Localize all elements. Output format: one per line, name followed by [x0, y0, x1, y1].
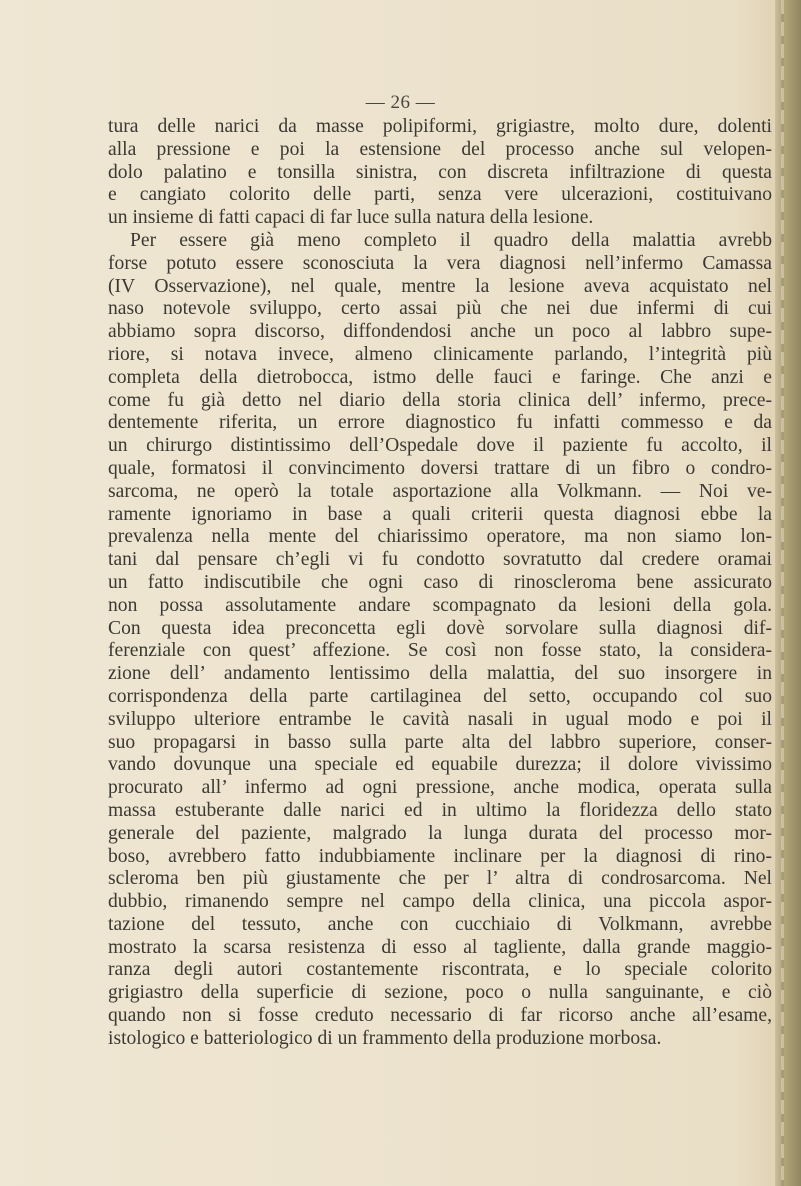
body-text — [108, 116, 772, 1051]
text-line: zione dell’ andamento lentissimo della malattia, del suo insorgere in — [108, 663, 772, 685]
text-line: quale, formatosi il convincimento doversi trattare di un fibro o condro- — [108, 457, 772, 479]
text-line: procurato all’ infermo ad ogni pressione, anche modica, operata sulla — [108, 777, 772, 799]
text-line: tazione del tessuto, anche con cucchiaio di Volkmann, avrebbe — [108, 913, 772, 935]
text-line: forse potuto essere sconosciuta la vera diagnosi nell’infermo Camassa — [108, 252, 772, 274]
text-line: tura delle narici da masse polipiformi, grigiastre, molto dure, dolenti — [108, 116, 772, 137]
text-line: grigiastro della superficie di sezione, poco o nulla sanguinante, e ciò — [108, 982, 772, 1004]
text-line: suo propagarsi in basso sulla parte alta del labbro superiore, conser- — [108, 731, 772, 753]
text-line: prevalenza nella mente del chiarissimo operatore, ma non siamo lon- — [108, 526, 772, 548]
text-line: corrispondenza della parte cartilaginea del setto, occupando col suo — [108, 685, 772, 707]
text-line: ranza degli autori costantemente riscontrata, e lo speciale colorito — [108, 959, 772, 981]
text-line: scleroma ben più giustamente che per l’ altra di condrosarcoma. Nel — [108, 868, 772, 890]
text-line: un fatto indiscutibile che ogni caso di rinoscleroma bene assicurato — [108, 571, 772, 593]
text-line: riore, si notava invece, almeno clinicamente parlando, l’integrità più — [108, 343, 772, 365]
text-line: tani dal pensare ch’egli vi fu condotto sovratutto dal credere oramai — [108, 549, 772, 571]
text-line: sviluppo ulteriore entrambe le cavità nasali in ugual modo e poi il — [108, 708, 772, 730]
text-line: Per essere già meno completo il quadro della malattia avrebb — [130, 229, 772, 251]
text-line: vando dovunque una speciale ed equabile durezza; il dolore vivissimo — [108, 754, 772, 776]
text-line: mostrato la scarsa resistenza di esso al tagliente, dalla grande maggio- — [108, 936, 772, 958]
text-line: generale del paziente, malgrado la lunga durata del processo mor- — [108, 822, 772, 844]
text-line: Con questa idea preconcetta egli dovè sorvolare sulla diagnosi dif- — [108, 617, 772, 639]
text-line: un insieme di fatti capaci di far luce sulla natura della lesione. — [108, 207, 594, 229]
text-line: come fu già detto nel diario della storia clinica dell’ infermo, prece- — [108, 389, 772, 411]
text-line: dolo palatino e tonsilla sinistra, con discreta infiltrazione di questa — [108, 161, 772, 183]
text-line: alla pressione e poi la estensione del processo anche sul velopen- — [108, 138, 772, 160]
text-line: abbiamo sopra discorso, diffondendosi anche un poco al labbro supe- — [108, 321, 772, 343]
text-line: massa estuberante dalle narici ed in ultimo la floridezza dello stato — [108, 799, 772, 821]
text-line: dubbio, rimanendo sempre nel campo della clinica, una piccola aspor- — [108, 891, 772, 913]
page-number: — 26 — — [365, 92, 436, 113]
text-line: non possa assolutamente andare scompagnato da lesioni della gola. — [108, 594, 772, 616]
page-edge — [775, 0, 801, 1186]
text-line: ramente ignoriamo in base a quali criterii questa diagnosi ebbe la — [108, 503, 772, 525]
text-line: sarcoma, ne operò la totale asportazione alla Volkmann. — Noi ve- — [108, 480, 772, 502]
text-line: boso, avrebbero fatto indubbiamente inclinare per la diagnosi di rino- — [108, 845, 772, 867]
text-line: completa della dietrobocca, istmo delle fauci e faringe. Che anzi e — [108, 366, 772, 388]
text-line: istologico e batteriologico di un frammento della produzione morbosa. — [108, 1027, 662, 1049]
text-line: dentemente riferita, un errore diagnostico fu infatti commesso e da — [108, 412, 772, 434]
text-line: e cangiato colorito delle parti, senza vere ulcerazioni, costituivano — [108, 184, 772, 206]
text-line: naso notevole sviluppo, certo assai più che nei due infermi di cui — [108, 298, 772, 320]
text-line: (IV Osservazione), nel quale, mentre la lesione aveva acquistato nel — [108, 275, 772, 297]
text-line: ferenziale con quest’ affezione. Se così non fosse stato, la considera- — [108, 640, 772, 662]
text-line: un chirurgo distintissimo dell’Ospedale dove il paziente fu accolto, il — [108, 435, 772, 457]
text-line: quando non si fosse creduto necessario di far ricorso anche all’esame, — [108, 1005, 772, 1027]
